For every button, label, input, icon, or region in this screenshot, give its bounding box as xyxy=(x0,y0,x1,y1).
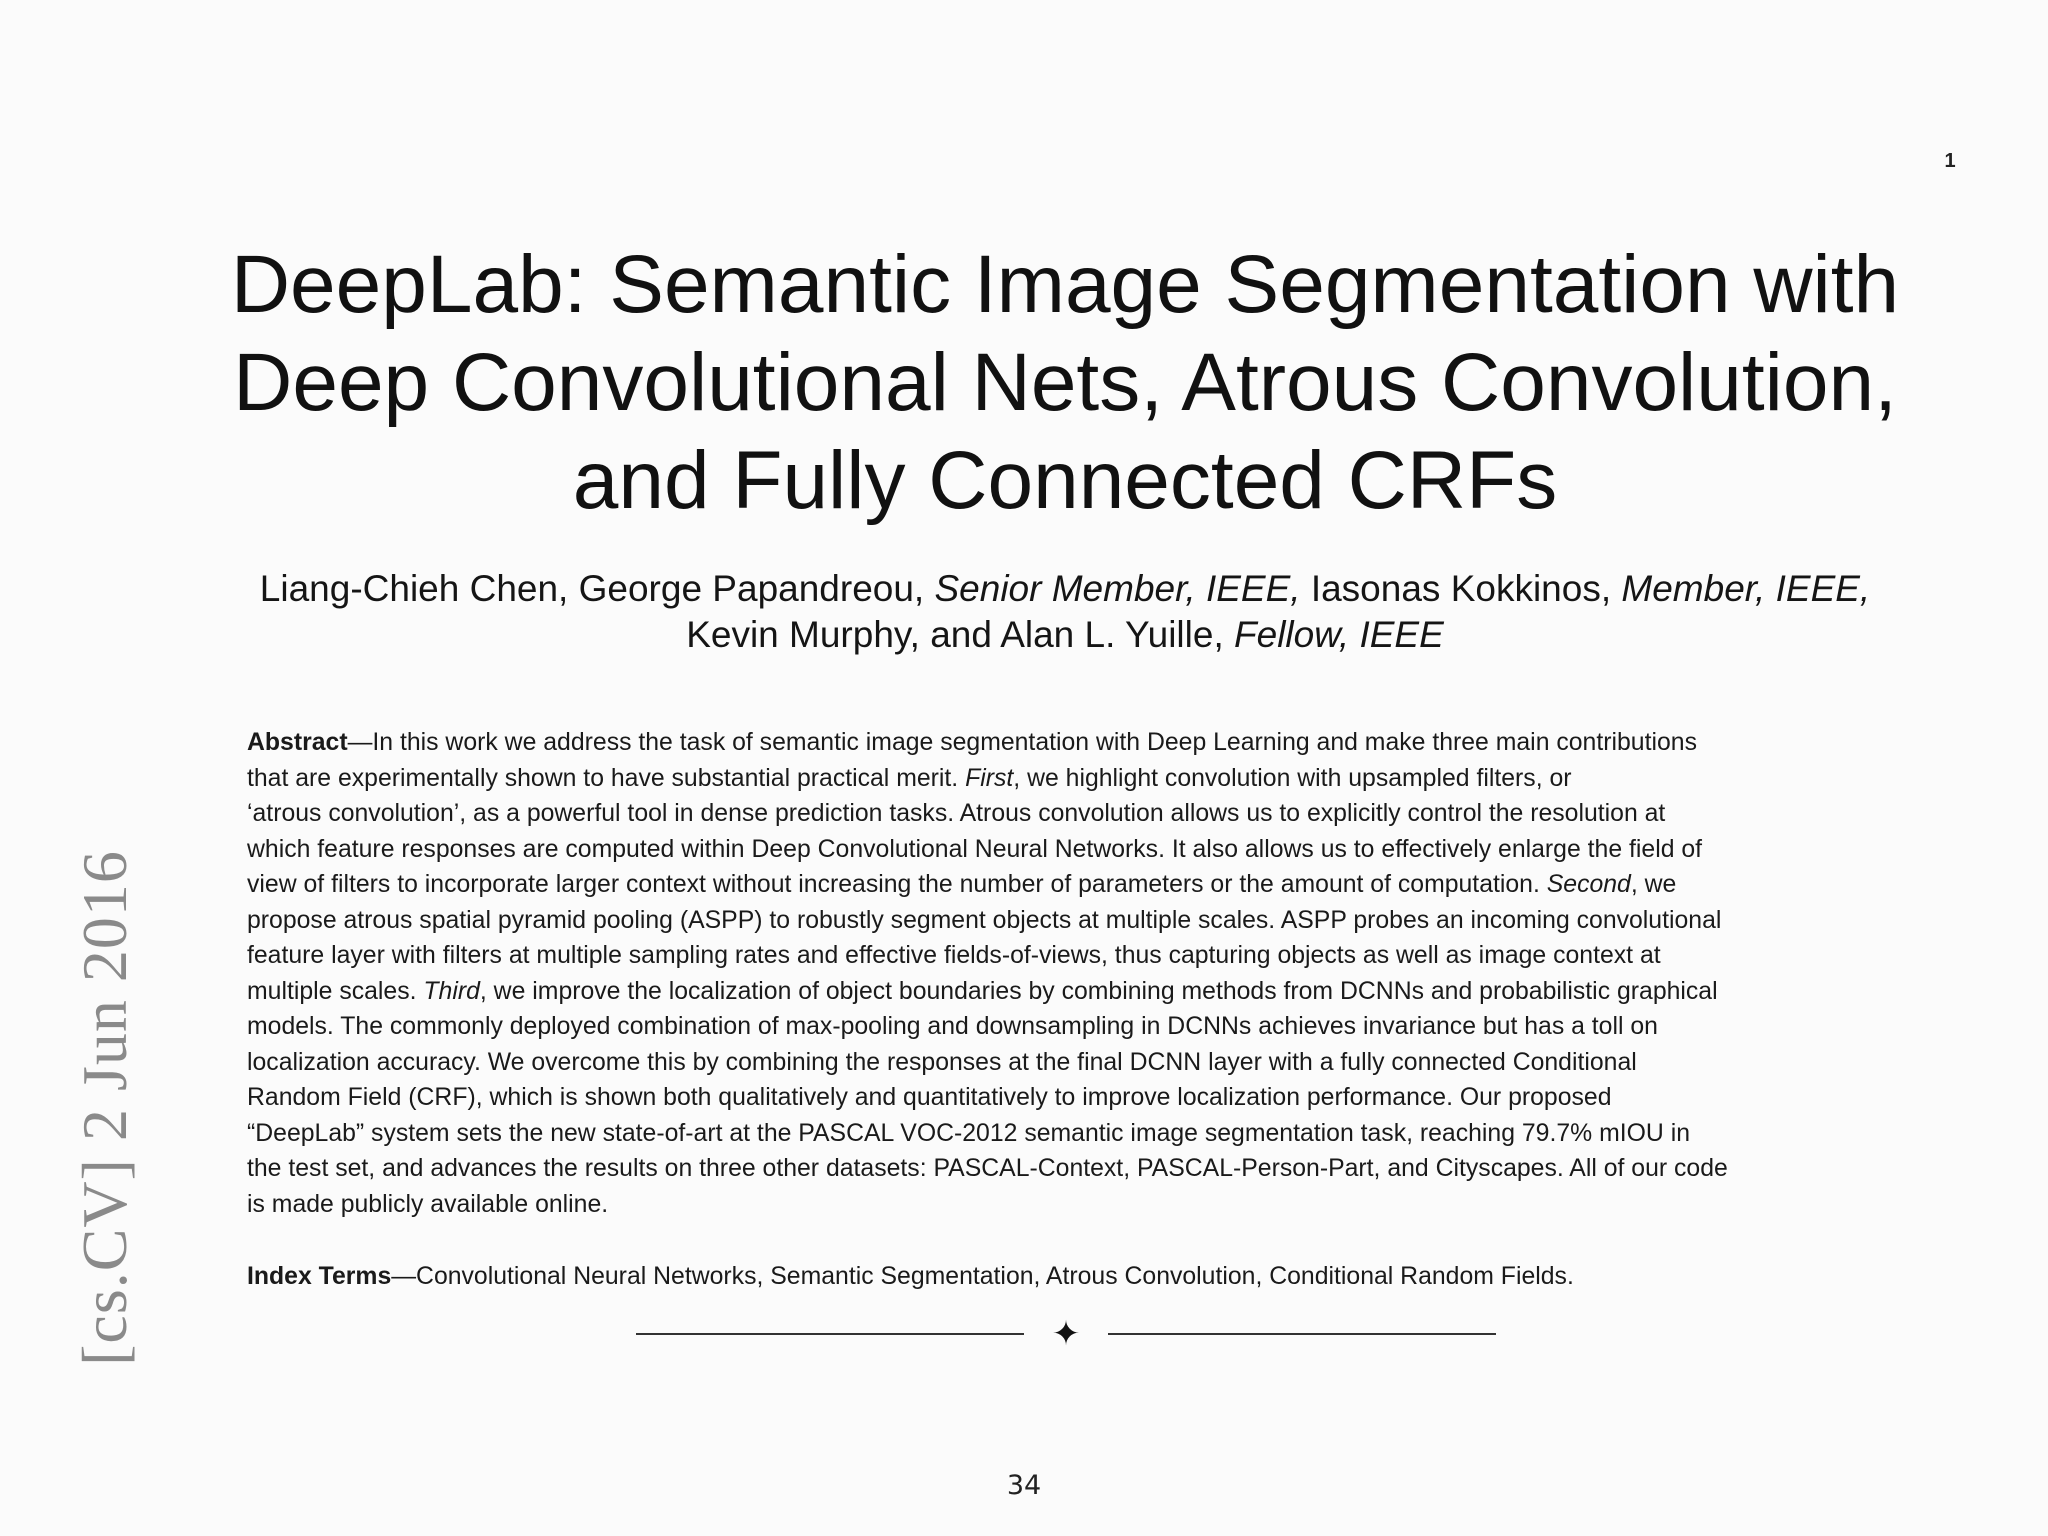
author-role-2: Member, IEEE, xyxy=(1621,568,1871,609)
paper-title xyxy=(200,236,1930,530)
abstract-line: Random Field (CRF), which is shown both qualitatively and quantitatively to improve localization performance. Our proposed xyxy=(247,1084,1612,1111)
arxiv-stamp: [cs.CV] 2 Jun 2016 xyxy=(69,850,140,1366)
author-names-2: Iasonas Kokkinos, xyxy=(1300,568,1622,609)
title-line-2: Deep Convolutional Nets, Atrous Convolution, xyxy=(233,337,1897,428)
author-role-1: Senior Member, IEEE, xyxy=(934,568,1301,609)
paper-page-number: 1 xyxy=(1944,150,1956,172)
author-list xyxy=(200,566,1930,658)
abstract xyxy=(247,725,1907,1222)
author-names-1: Liang-Chieh Chen, George Papandreou, xyxy=(259,568,935,609)
divider-rule-left xyxy=(636,1333,1024,1335)
author-names-3: Kevin Murphy, and Alan L. Yuille, xyxy=(686,614,1235,655)
title-line-3: and Fully Connected CRFs xyxy=(572,435,1558,526)
abstract-label: Abstract xyxy=(247,729,348,756)
index-terms-text: —Convolutional Neural Networks, Semantic Segmentation, Atrous Convolution, Conditional Random Fields. xyxy=(391,1263,1574,1290)
diamond-icon: ✦ xyxy=(1051,1315,1081,1353)
abstract-line: ‘atrous convolution’, as a powerful tool in dense prediction tasks. Atrous convolution allows us to explicitly control the resolution at xyxy=(247,800,1666,827)
abstract-line: that are experimentally shown to have substantial practical merit. First, we highlight convolution with upsampled filters, or xyxy=(247,764,1572,792)
index-terms xyxy=(247,1259,1907,1295)
abstract-line: is made publicly available online. xyxy=(247,1190,609,1218)
abstract-line: feature layer with filters at multiple sampling rates and effective fields-of-views, thus capturing objects as well as image context at xyxy=(247,942,1661,969)
abstract-line: the test set, and advances the results on three other datasets: PASCAL-Context, PASCAL-Person-Part, and Cityscapes. All of our code xyxy=(247,1155,1728,1182)
index-terms-label: Index Terms xyxy=(247,1263,392,1290)
abstract-line: view of filters to incorporate larger context without increasing the number of parameters or the amount of computation. Second, we xyxy=(247,871,1677,898)
abstract-line: which feature responses are computed within Deep Convolutional Neural Networks. It also allows us to effectively enlarge the field of xyxy=(247,835,1703,863)
divider-rule-right xyxy=(1108,1333,1496,1335)
abstract-line: models. The commonly deployed combination of max-pooling and downsampling in DCNNs achieves invariance but has a toll on xyxy=(247,1013,1658,1040)
abstract-line: propose atrous spatial pyramid pooling (ASPP) to robustly segment objects at multiple scales. ASPP probes an incoming convolutional xyxy=(247,906,1722,934)
slide-number: 34 xyxy=(1006,1470,1042,1501)
section-divider xyxy=(636,1316,1496,1352)
abstract-line: localization accuracy. We overcome this by combining the responses at the final DCNN layer with a fully connected Conditional xyxy=(247,1048,1637,1076)
title-line-1: DeepLab: Semantic Image Segmentation with xyxy=(230,239,1900,330)
author-role-3: Fellow, IEEE xyxy=(1234,614,1444,655)
abstract-line: “DeepLab” system sets the new state-of-art at the PASCAL VOC-2012 semantic image segmentation task, reaching 79.7% mIOU in xyxy=(247,1119,1691,1147)
abstract-line: Abstract—In this work we address the task of semantic image segmentation with Deep Learning and make three main contributions xyxy=(247,729,1697,756)
abstract-line: multiple scales. Third, we improve the localization of object boundaries by combining methods from DCNNs and probabilistic graphical xyxy=(247,977,1718,1005)
author-line-2 xyxy=(200,612,1930,658)
author-line-1 xyxy=(200,566,1930,612)
